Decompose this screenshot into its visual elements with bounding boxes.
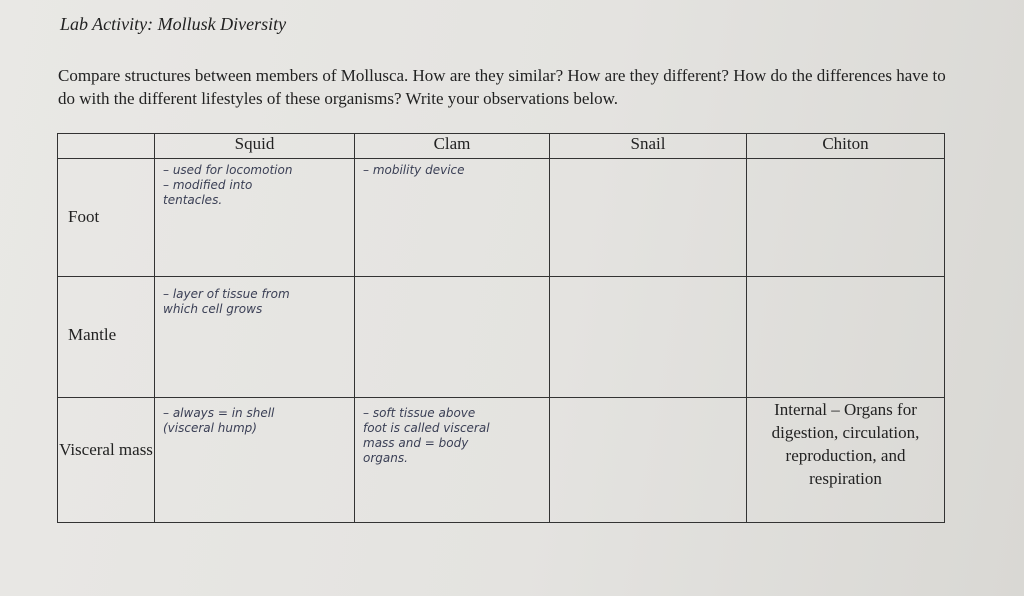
cell-foot-squid xyxy=(155,159,355,277)
column-header-clam: Clam xyxy=(355,134,550,159)
cell-visceral-chiton xyxy=(747,398,945,523)
row-header-mantle xyxy=(58,277,155,398)
table-row-visceral-mass xyxy=(58,398,945,523)
comparison-table xyxy=(57,133,945,523)
corner-cell xyxy=(58,134,155,159)
cell-foot-clam xyxy=(355,159,550,277)
header-row xyxy=(58,134,945,159)
worksheet-title: Lab Activity: Mollusk Diversity xyxy=(60,14,287,34)
cell-foot-chiton xyxy=(747,159,945,277)
row-header-foot xyxy=(58,159,155,277)
table-row-mantle xyxy=(58,277,945,398)
cell-mantle-chiton xyxy=(747,277,945,398)
instructions-text: Compare structures between members of Mollusca. How are they similar? How are they different? How do the differences have to do with the different lifestyles of these organisms? Write your observations below. xyxy=(58,66,946,108)
cell-visceral-squid xyxy=(155,398,355,523)
typed-note: Internal – Organs for digestion, circulation, reproduction, and respiration xyxy=(771,400,920,488)
cell-mantle-clam xyxy=(355,277,550,398)
handwritten-note: – soft tissue above foot is called visceral mass and = body organs. xyxy=(363,406,490,465)
handwritten-note: – always = in shell (visceral hump) xyxy=(163,406,275,435)
table-row-foot xyxy=(58,159,945,277)
handwritten-note: – used for locomotion – modified into tentacles. xyxy=(163,163,293,207)
column-header-squid: Squid xyxy=(155,134,355,159)
row-label-visceral-mass: Visceral mass xyxy=(59,440,153,459)
cell-visceral-clam xyxy=(355,398,550,523)
row-label-foot: Foot xyxy=(68,207,100,226)
row-header-visceral-mass xyxy=(58,398,155,523)
handwritten-note: – layer of tissue from which cell grows xyxy=(163,287,290,316)
column-header-chiton: Chiton xyxy=(747,134,945,159)
row-label-mantle: Mantle xyxy=(68,325,117,344)
handwritten-note: – mobility device xyxy=(363,163,465,177)
cell-visceral-snail xyxy=(550,398,747,523)
cell-mantle-snail xyxy=(550,277,747,398)
column-header-snail: Snail xyxy=(550,134,747,159)
cell-foot-snail xyxy=(550,159,747,277)
cell-mantle-squid xyxy=(155,277,355,398)
